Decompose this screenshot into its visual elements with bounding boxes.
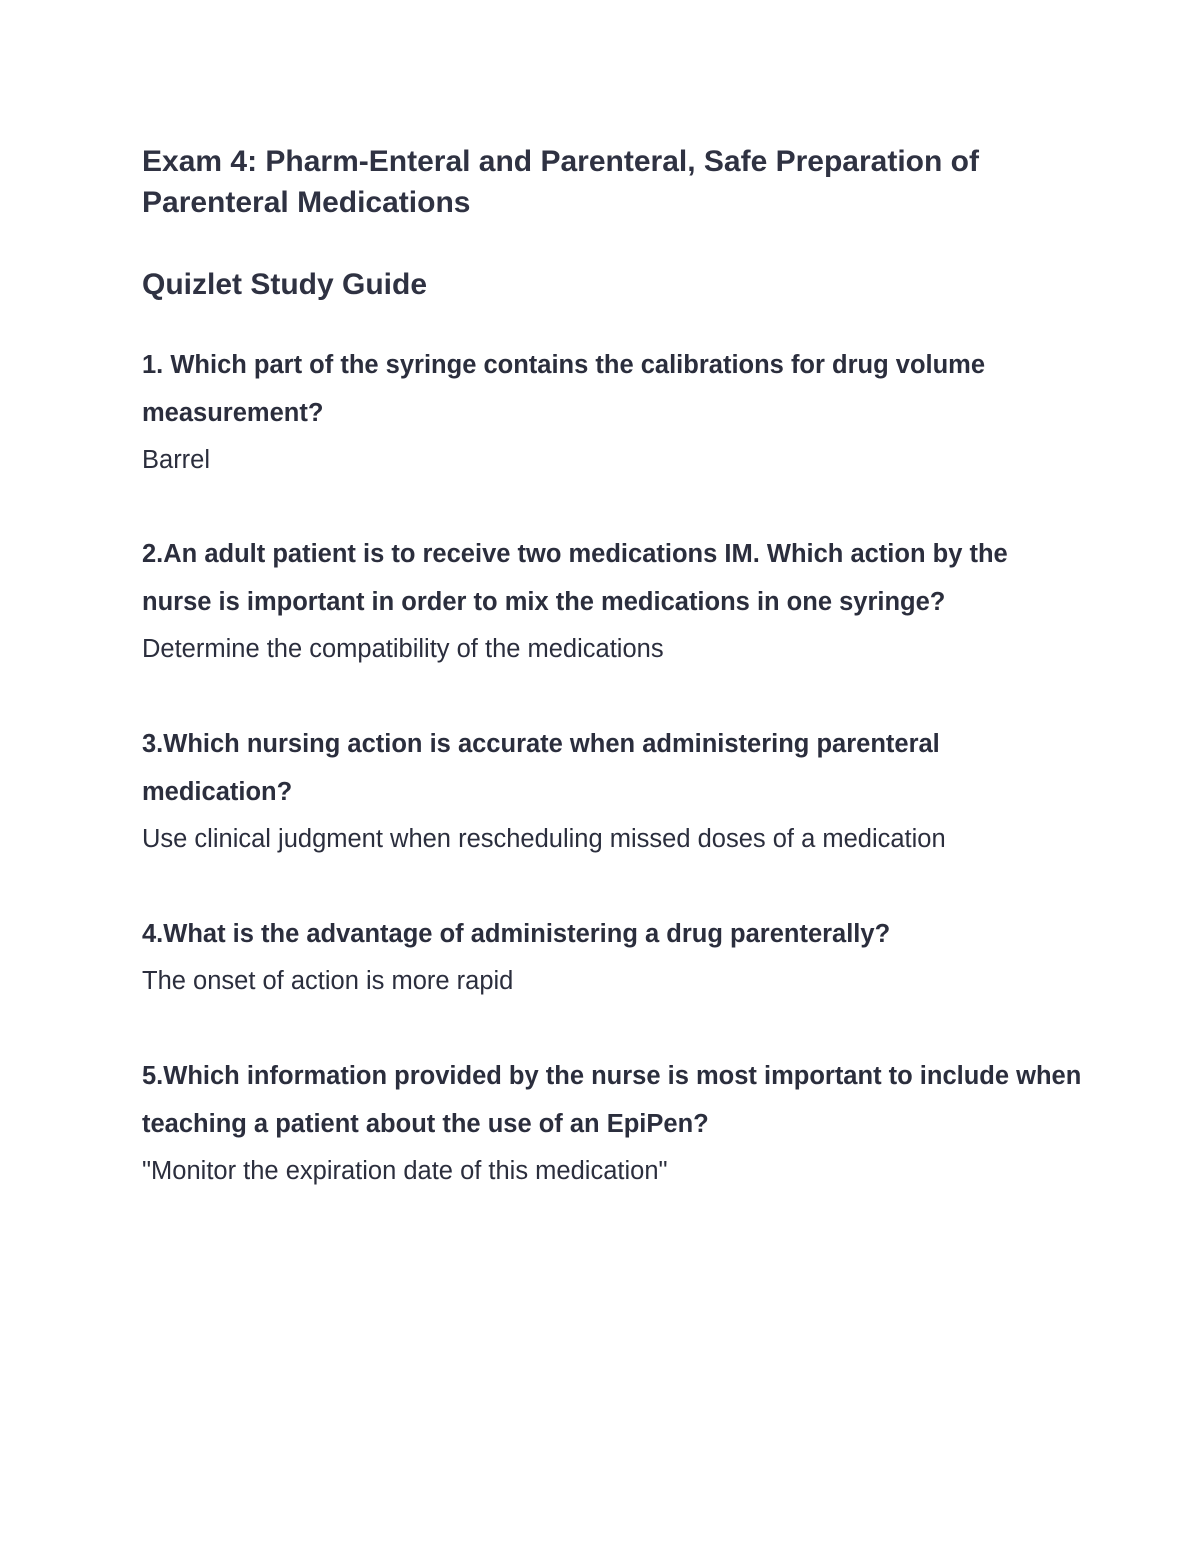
answer-text: "Monitor the expiration date of this medication" xyxy=(142,1157,668,1185)
answer-text: Use clinical judgment when rescheduling missed doses of a medication xyxy=(142,825,946,853)
answer-text: Barrel xyxy=(142,446,211,474)
document-title: Exam 4: Pharm-Enteral and Parenteral, Safe Preparation of Parenteral Medications xyxy=(142,145,979,219)
question-text: 3.Which nursing action is accurate when administering parenteral medication? xyxy=(142,730,940,806)
question-text: 4.What is the advantage of administering a drug parenterally? xyxy=(142,920,891,948)
qa-item-5 xyxy=(142,1052,1082,1194)
answer-text: Determine the compatibility of the medications xyxy=(142,635,664,663)
question-text: 2.An adult patient is to receive two medications IM. Which action by the nurse is important in order to mix the medications in one syringe? xyxy=(142,540,1008,616)
answer-text: The onset of action is more rapid xyxy=(142,967,514,995)
qa-item-2 xyxy=(142,530,1082,672)
qa-item-4 xyxy=(142,910,1082,1004)
qa-item-3 xyxy=(142,720,1082,862)
qa-item-1 xyxy=(142,341,1082,483)
document-subtitle: Quizlet Study Guide xyxy=(142,268,428,301)
question-text: 1. Which part of the syringe contains the calibrations for drug volume measurement? xyxy=(142,351,986,427)
question-text: 5.Which information provided by the nurse is most important to include when teaching a patient about the use of an EpiPen? xyxy=(142,1062,1082,1138)
